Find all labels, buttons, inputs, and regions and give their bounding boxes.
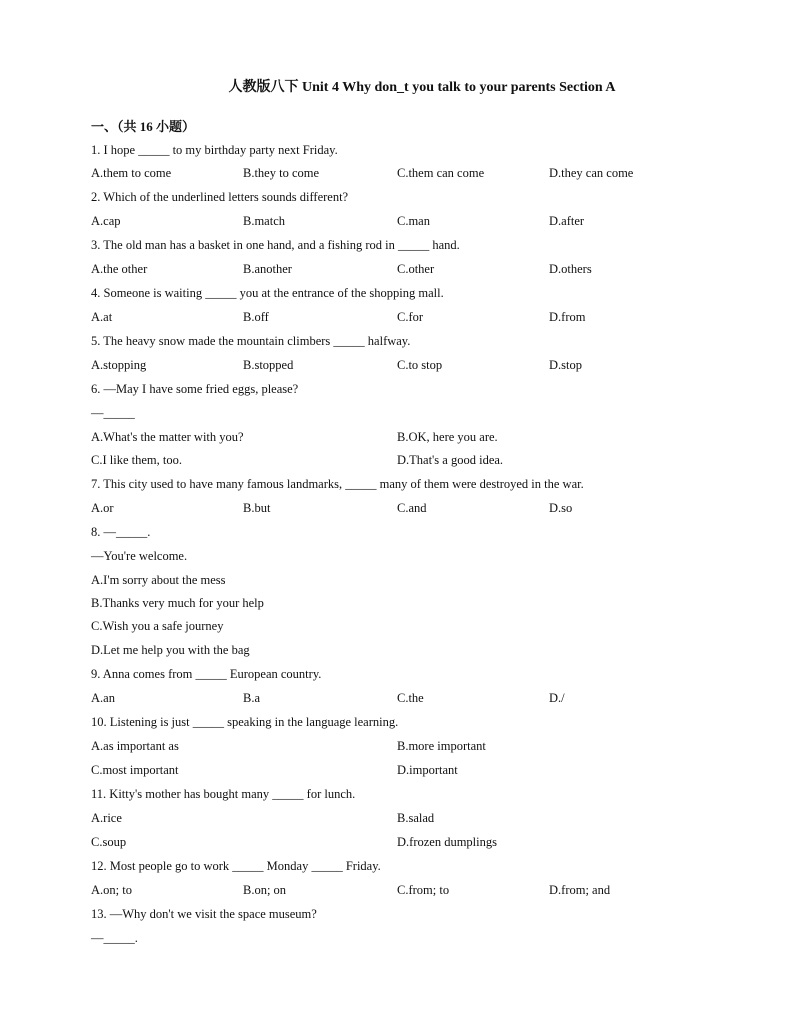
- option-a[interactable]: A.them to come: [91, 166, 172, 180]
- option-a[interactable]: A.stopping: [91, 358, 147, 372]
- option-b[interactable]: B.Thanks very much for your help: [91, 596, 264, 610]
- option-a[interactable]: A.on; to: [91, 883, 132, 897]
- question-stem: 6. —May I have some fried eggs, please?: [91, 382, 299, 396]
- question-stem: 9. Anna comes from _____ European country.: [91, 667, 322, 681]
- option-d[interactable]: D./: [549, 691, 565, 705]
- option-c[interactable]: C.I like them, too.: [91, 453, 182, 467]
- option-b[interactable]: B.match: [243, 214, 286, 228]
- option-a[interactable]: A.at: [91, 310, 113, 324]
- option-a[interactable]: A.rice: [91, 811, 122, 825]
- option-a[interactable]: A.the other: [91, 262, 148, 276]
- option-b[interactable]: B.salad: [397, 811, 435, 825]
- question-stem: 4. Someone is waiting _____ you at the entrance of the shopping mall.: [91, 286, 444, 300]
- answer-blank: —_____: [91, 406, 135, 420]
- question-stem: 3. The old man has a basket in one hand, and a fishing rod in _____ hand.: [91, 238, 460, 252]
- option-a[interactable]: A.an: [91, 691, 115, 705]
- option-d[interactable]: D.they can come: [549, 166, 634, 180]
- option-a[interactable]: A.cap: [91, 214, 121, 228]
- option-c[interactable]: C.other: [397, 262, 435, 276]
- option-c[interactable]: C.to stop: [397, 358, 443, 372]
- option-d[interactable]: D.Let me help you with the bag: [91, 643, 250, 657]
- option-b[interactable]: B.on; on: [243, 883, 287, 897]
- option-d[interactable]: D.frozen dumplings: [397, 835, 497, 849]
- question-stem: 10. Listening is just _____ speaking in the language learning.: [91, 715, 399, 729]
- option-b[interactable]: B.another: [243, 262, 292, 276]
- question-stem: 11. Kitty's mother has bought many _____ for lunch.: [91, 787, 356, 801]
- option-c[interactable]: C.from; to: [397, 883, 450, 897]
- option-b[interactable]: B.off: [243, 310, 269, 324]
- option-a[interactable]: A.or: [91, 501, 114, 515]
- option-d[interactable]: D.from: [549, 310, 586, 324]
- question-stem: 1. I hope _____ to my birthday party next Friday.: [91, 143, 338, 157]
- page-title: 人教版八下 Unit 4 Why don_t you talk to your parents Section A: [228, 80, 616, 95]
- option-c[interactable]: C.soup: [91, 835, 127, 849]
- option-d[interactable]: D.so: [549, 501, 573, 515]
- question-stem: 13. —Why don't we visit the space museum?: [91, 907, 317, 921]
- answer-blank: —_____.: [91, 931, 138, 945]
- question-stem: 7. This city used to have many famous landmarks, _____ many of them were destroyed in the war.: [91, 477, 584, 491]
- option-a[interactable]: A.I'm sorry about the mess: [91, 573, 226, 587]
- option-c[interactable]: C.the: [397, 691, 424, 705]
- option-d[interactable]: D.others: [549, 262, 592, 276]
- option-b[interactable]: B.a: [243, 691, 261, 705]
- option-d[interactable]: D.stop: [549, 358, 582, 372]
- question-stem: 5. The heavy snow made the mountain climbers _____ halfway.: [91, 334, 411, 348]
- option-b[interactable]: B.OK, here you are.: [397, 430, 498, 444]
- option-d[interactable]: D.from; and: [549, 883, 611, 897]
- option-c[interactable]: C.for: [397, 310, 424, 324]
- question-stem: 2. Which of the underlined letters sounds different?: [91, 190, 349, 204]
- option-b[interactable]: B.but: [243, 501, 271, 515]
- option-d[interactable]: D.after: [549, 214, 585, 228]
- option-b[interactable]: B.they to come: [243, 166, 320, 180]
- question-stem: 8. —_____.: [91, 525, 151, 539]
- option-a[interactable]: A.as important as: [91, 739, 179, 753]
- option-c[interactable]: C.Wish you a safe journey: [91, 619, 224, 633]
- option-c[interactable]: C.most important: [91, 763, 179, 777]
- option-c[interactable]: C.and: [397, 501, 427, 515]
- dialogue-response: —You're welcome.: [91, 549, 188, 563]
- option-d[interactable]: D.important: [397, 763, 458, 777]
- option-b[interactable]: B.more important: [397, 739, 486, 753]
- option-c[interactable]: C.them can come: [397, 166, 485, 180]
- option-b[interactable]: B.stopped: [243, 358, 294, 372]
- option-c[interactable]: C.man: [397, 214, 430, 228]
- section-heading: 一、（共 16 小题）: [91, 119, 196, 134]
- option-a[interactable]: A.What's the matter with you?: [91, 430, 244, 444]
- option-d[interactable]: D.That's a good idea.: [397, 453, 504, 467]
- question-stem: 12. Most people go to work _____ Monday _____ Friday.: [91, 859, 381, 873]
